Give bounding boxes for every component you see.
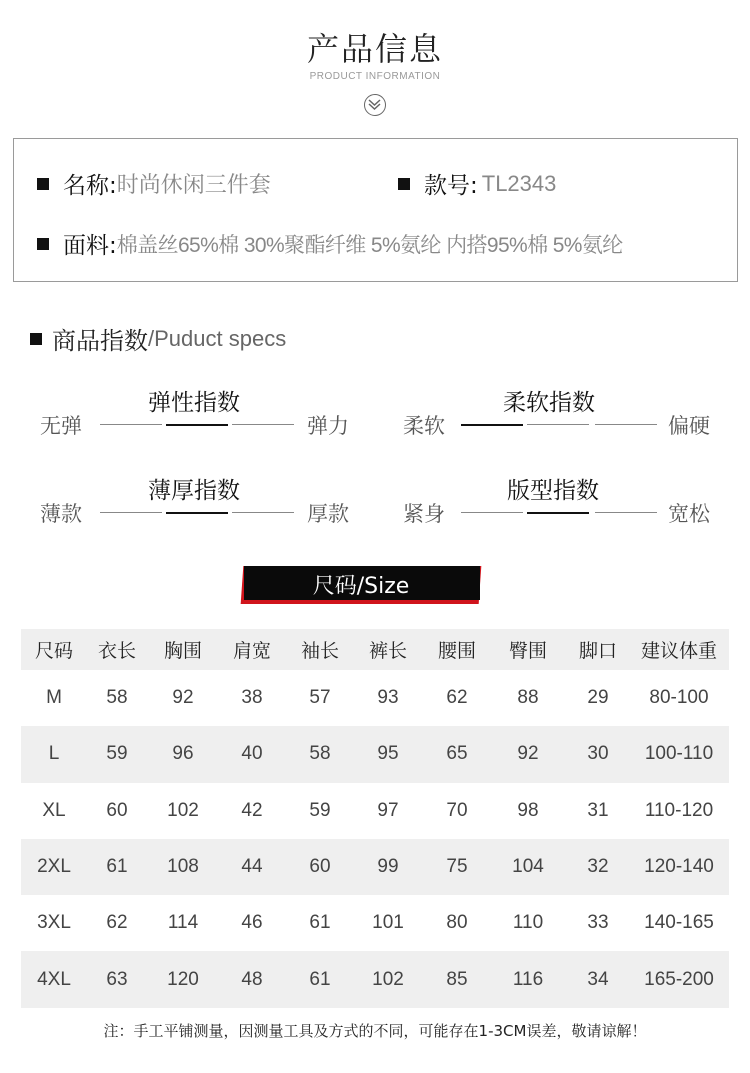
table-cell: 104 — [512, 856, 544, 878]
fabric-value: 棉盖丝65%棉 30%聚酯纤维 5%氨纶 内搭95%棉 5%氨纶 — [116, 233, 623, 257]
table-cell: 4XL — [37, 968, 71, 990]
table-header-row — [21, 629, 729, 670]
index-segment-3 — [232, 424, 294, 425]
bullet-square-icon — [30, 333, 42, 345]
specs-heading-zh: 商品指数 — [52, 327, 148, 355]
table-cell: 44 — [241, 856, 263, 878]
bullet-square-icon — [398, 178, 410, 190]
table-cell: 62 — [446, 687, 468, 709]
index-segment-3 — [595, 424, 657, 425]
bullet-square-icon — [37, 178, 49, 190]
product-info-box — [13, 138, 738, 282]
table-cell: 34 — [587, 968, 609, 990]
table-header-cell: 胸围 — [163, 640, 202, 662]
index-segment-1-active — [461, 424, 523, 426]
table-cell: 61 — [309, 968, 331, 990]
table-cell: 116 — [512, 968, 544, 990]
table-cell: 102 — [167, 799, 199, 821]
table-cell: 38 — [241, 687, 263, 709]
table-cell: 57 — [309, 687, 331, 709]
bullet-square-icon — [37, 238, 49, 250]
table-cell: 80 — [446, 912, 468, 934]
index-segment-3 — [232, 512, 294, 513]
product-name-label: 名称: — [63, 173, 117, 199]
index-title: 弹性指数 — [148, 390, 240, 416]
table-cell: 99 — [377, 856, 399, 878]
table-cell: 102 — [372, 968, 404, 990]
table-cell: 33 — [587, 912, 609, 934]
table-cell: 100-110 — [644, 743, 714, 765]
index-segment-1 — [461, 512, 523, 513]
index-left-label: 紧身 — [403, 502, 445, 526]
table-cell: 31 — [587, 799, 609, 821]
index-left-label: 柔软 — [403, 414, 445, 438]
page-title: 产品信息 — [306, 30, 443, 68]
elasticity-index — [40, 384, 370, 464]
table-header-cell: 臀围 — [508, 640, 547, 662]
table-row — [21, 670, 729, 726]
index-segment-1 — [100, 512, 162, 513]
index-title: 薄厚指数 — [148, 478, 240, 504]
table-row — [21, 839, 729, 895]
table-header-cell: 袖长 — [300, 640, 339, 662]
index-segment-1 — [100, 424, 162, 425]
specs-heading-en: /Puduct specs — [148, 325, 287, 351]
index-left-label: 薄款 — [40, 502, 82, 526]
style-number-value: TL2343 — [481, 170, 557, 196]
table-cell: 75 — [446, 856, 468, 878]
measurement-note: 注：手工平铺测量，因测量工具及方式的不同，可能存在1-3CM误差，敬请谅解！ — [103, 1022, 647, 1040]
style-number-label: 款号: — [424, 173, 478, 199]
index-segment-2-active — [166, 424, 228, 426]
table-cell: 65 — [446, 743, 468, 765]
table-cell: 61 — [106, 856, 128, 878]
table-cell: 2XL — [37, 856, 71, 878]
specs-heading — [30, 321, 286, 356]
fabric-line — [37, 227, 623, 260]
table-cell: 30 — [587, 743, 609, 765]
table-cell: 92 — [172, 687, 194, 709]
table-row — [21, 726, 729, 782]
fit-index — [403, 472, 733, 552]
table-cell: 59 — [309, 799, 331, 821]
chevron-down-circle-icon — [364, 94, 386, 116]
index-right-label: 厚款 — [307, 502, 349, 526]
size-table — [21, 629, 729, 1008]
table-cell: L — [48, 743, 60, 765]
table-header-cell: 腰围 — [437, 640, 476, 662]
table-cell: 46 — [241, 912, 263, 934]
table-cell: 58 — [106, 687, 128, 709]
table-cell: 120-140 — [644, 856, 714, 878]
thickness-index — [40, 472, 370, 552]
index-title: 柔软指数 — [503, 390, 595, 416]
table-cell: 63 — [106, 968, 128, 990]
style-number-line — [398, 167, 556, 200]
page-subtitle: PRODUCT INFORMATION — [309, 71, 441, 82]
size-banner-label: 尺码/Size — [312, 574, 410, 599]
table-row — [21, 951, 729, 1007]
table-cell: 85 — [446, 968, 468, 990]
table-cell: 95 — [377, 743, 399, 765]
table-cell: 60 — [106, 799, 128, 821]
index-right-label: 宽松 — [668, 502, 710, 526]
table-cell: 140-165 — [644, 912, 714, 934]
table-cell: 29 — [587, 687, 609, 709]
index-segment-2 — [527, 424, 589, 425]
table-header-cell: 肩宽 — [232, 640, 271, 662]
table-cell: 62 — [106, 912, 128, 934]
table-cell: 101 — [372, 912, 404, 934]
table-row — [21, 895, 729, 951]
size-banner — [242, 566, 480, 604]
table-header-cell: 建议体重 — [640, 640, 717, 662]
table-cell: M — [46, 687, 62, 709]
table-cell: 60 — [309, 856, 331, 878]
product-name-value: 时尚休闲三件套 — [116, 173, 271, 198]
softness-index — [403, 384, 733, 464]
table-cell: 93 — [377, 687, 399, 709]
table-cell: 108 — [167, 856, 199, 878]
table-cell: 110-120 — [644, 799, 714, 821]
table-cell: 92 — [517, 743, 539, 765]
product-name-line — [37, 167, 271, 200]
table-cell: 59 — [106, 743, 128, 765]
table-header-cell: 脚口 — [578, 640, 617, 662]
table-cell: 80-100 — [649, 687, 709, 709]
table-header-cell: 衣长 — [97, 640, 136, 662]
index-left-label: 无弹 — [40, 414, 82, 438]
index-segment-3 — [595, 512, 657, 513]
table-cell: 70 — [446, 799, 468, 821]
table-cell: 165-200 — [644, 968, 714, 990]
table-cell: 97 — [377, 799, 399, 821]
table-cell: 114 — [167, 912, 199, 934]
index-right-label: 偏硬 — [668, 414, 710, 438]
index-right-label: 弹力 — [307, 414, 349, 438]
table-cell: 40 — [241, 743, 263, 765]
index-segment-2-active — [166, 512, 228, 514]
table-cell: 110 — [512, 912, 544, 934]
table-header-cell: 裤长 — [368, 640, 407, 662]
fabric-label: 面料: — [63, 233, 117, 259]
table-cell: 32 — [587, 856, 609, 878]
index-segment-2-active — [527, 512, 589, 514]
table-cell: 42 — [241, 799, 263, 821]
table-row — [21, 783, 729, 839]
table-cell: 58 — [309, 743, 331, 765]
table-cell: 3XL — [37, 912, 71, 934]
table-cell: 88 — [517, 687, 539, 709]
table-cell: 96 — [172, 743, 194, 765]
table-cell: 120 — [167, 968, 199, 990]
table-cell: 48 — [241, 968, 263, 990]
table-cell: 98 — [517, 799, 539, 821]
table-cell: 61 — [309, 912, 331, 934]
table-header-cell: 尺码 — [34, 640, 73, 662]
table-cell: XL — [42, 799, 66, 821]
index-title: 版型指数 — [507, 478, 599, 504]
